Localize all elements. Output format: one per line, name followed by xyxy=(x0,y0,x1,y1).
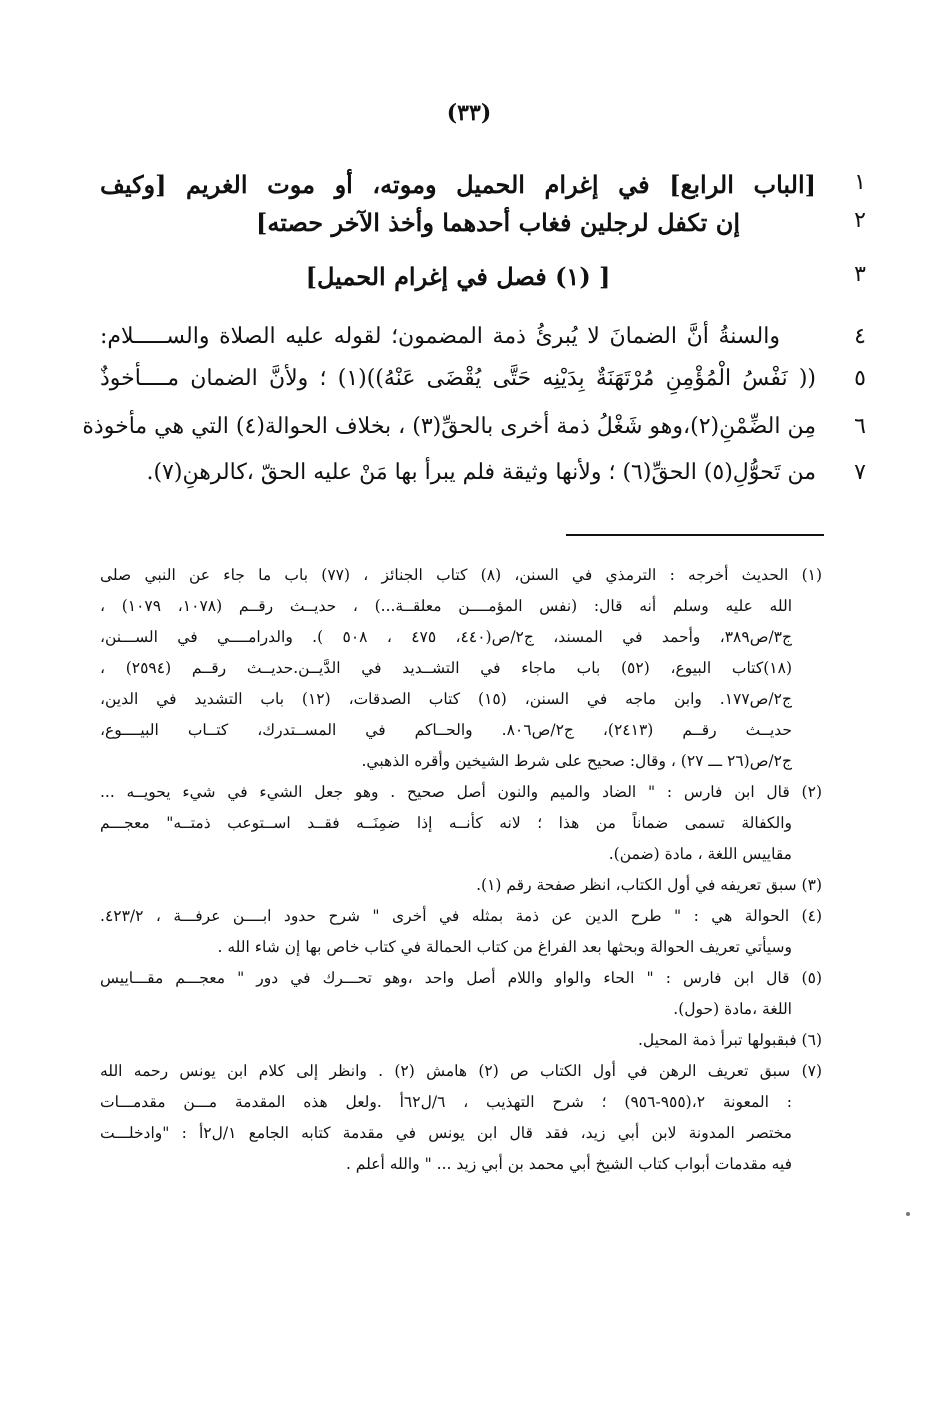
footnote-line: (٤) الحوالة هي : " طرح الدين عن ذمة بمثله في أخرى " شرح حدود ابــــن عرفـــة ، ٤٢٣/٢. xyxy=(100,907,822,925)
footnote-line: (١) الحديث أخرجه : الترمذي في السنن، (٨) كتاب الجنائز ، (٧٧) باب ما جاء عن النبي صلى xyxy=(100,566,823,584)
footnote-line: (٢) قال ابن فارس : " الضاد والميم والنون أصل صحيح . وهو جعل الشيء في شيء يحويــه ... xyxy=(100,783,822,801)
footnote-line: مقاييس اللغة ، مادة (ضمن). xyxy=(608,845,792,863)
body-line xyxy=(90,324,880,360)
chapter-heading: إن تكفل لرجلين فغاب أحدهما وأخذ الآخر حصته] xyxy=(255,208,740,237)
chapter-heading: [الباب الرابع] في إغرام الحميل وموته، أو موت الغريم [وكيف xyxy=(100,170,816,199)
footnote-line: حديــث رقــم (٢٤١٣)، ج٢/ص٨٠٦. والحــاكم في المســتدرك، كتــاب البيــــوع، xyxy=(100,721,792,739)
line-number: ٤ xyxy=(854,324,866,349)
footnote-line: مختصر المدونة لابن أبي زيد، فقد قال ابن يونس في مقدمة كتابه الجامع ١/ل٢أ : "وادخلـــت xyxy=(100,1124,792,1142)
body-line xyxy=(82,414,880,450)
body-text: والسنةُ أنَّ الضمانَ لا يُبرئُ ذمة المضمون؛ لقوله عليه الصلاة والســـــلام: xyxy=(100,324,780,349)
line-number: ٦ xyxy=(854,414,866,439)
footnote-line: (٥) قال ابن فارس : " الحاء والواو واللام أصل واحد ،وهو تحـــرك في دور " معجـــم مقـــاييس xyxy=(100,969,822,987)
body-line xyxy=(90,460,880,496)
footnote-line: (٦) فبقبولها تبرأ ذمة المحيل. xyxy=(637,1031,822,1049)
footnote-line: الله عليه وسلم أنه قال: (نفس المؤمــــن معلقــة...) ، حديــث رقــم (١٠٧٨، ١٠٧٩) ، xyxy=(100,597,793,615)
footnote-line: فيه مقدمات أبواب كتاب الشيخ أبي محمد بن أبي زيد ... " والله أعلم . xyxy=(345,1155,792,1173)
scan-speck xyxy=(906,1212,910,1216)
footnote-line: وسيأتي تعريف الحوالة وبحثها بعد الفراغ من كتاب الحمالة في كتاب خاص بها إن شاء الله . xyxy=(217,938,792,956)
section-heading: [ (١) فصل في إغرام الحميل] xyxy=(305,262,611,291)
footnote-line: ج٣/ص٣٨٩، وأحمد في المسند، ج٢/ص(٤٤٠، ٤٧٥ ، ٥٠٨ ). والدرامــــي في الســـنن، xyxy=(100,628,793,646)
page-number: (٣٣) xyxy=(446,100,492,126)
footnote-line: ج٢/ص١٧٧. وابن ماجه في السنن، (١٥) كتاب الصدقات، (١٢) باب التشديد في الدين، xyxy=(100,690,792,708)
body-line xyxy=(90,170,880,206)
body-text: من تَحوُّلِ(٥) الحقِّ(٦) ؛ ولأنها وثيقة فلم يبرأ بها مَنْ عليه الحقّ ،كالرهنِ(٧). xyxy=(146,460,816,485)
footnote-line: (٣) سبق تعريفه في أول الكتاب، انظر صفحة رقم (١). xyxy=(476,876,822,894)
line-number: ٧ xyxy=(854,460,866,485)
body-line xyxy=(90,262,880,298)
footnote-line: (٧) سبق تعريف الرهن في أول الكتاب ص (٢) هامش (٢) . وانظر إلى كلام ابن يونس رحمه الله xyxy=(100,1062,823,1080)
body-text: (( نَفْسُ الْمُؤْمِنِ مُرْتَهَنَةٌ بِدَيْنِه حَتَّى يُقْضَى عَنْهُ))(١) ؛ ولأنَّ الضمان مــــأخوذٌ xyxy=(100,366,816,391)
footnotes xyxy=(100,560,822,1180)
body-line xyxy=(90,208,880,244)
line-number: ٥ xyxy=(854,366,866,391)
footnote-line: (١٨)كتاب البيوع، (٥٢) باب ماجاء في التشــديد في الدَّيــن.حديــث رقــم (٢٥٩٤) ، xyxy=(100,659,792,677)
body-text: مِن الضِّمْنِ(٢)،وهو شَغْلُ ذمة أخرى بالحقِّ(٣) ، بخلاف الحوالة(٤) التي هي مأخوذة xyxy=(82,414,816,439)
line-number: ٢ xyxy=(854,208,866,233)
footnote-line: ج٢/ص(٢٦ ـــ ٢٧) ، وقال: صحيح على شرط الشيخين وأقره الذهبي. xyxy=(361,752,792,770)
footnote-line: والكفالة تسمى ضماناً من هذا ؛ لانه كأنــه إذا ضمِنَــه فقــد اســتوعب ذمتــه" معجـــم xyxy=(100,814,792,832)
body-line xyxy=(90,366,880,402)
footnote-line: اللغة ،مادة (حول). xyxy=(673,1000,792,1018)
line-number: ٣ xyxy=(854,262,866,287)
line-number: ١ xyxy=(854,170,866,195)
footnote-separator xyxy=(566,534,824,536)
footnote-line: : المعونة ٢،(٩٥٥-٩٥٦) ؛ شرح التهذيب ، ٦/ل٦٢أ .ولعل هذه المقدمة مـــن مقدمـــات xyxy=(100,1093,792,1111)
